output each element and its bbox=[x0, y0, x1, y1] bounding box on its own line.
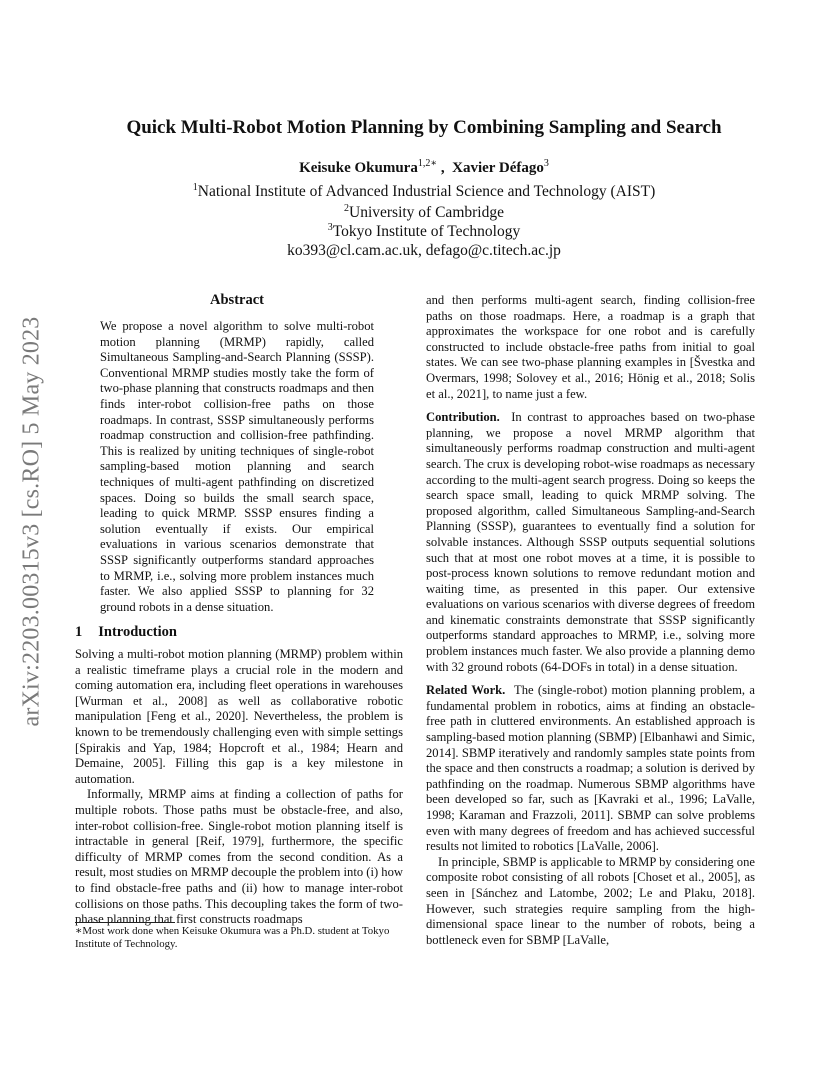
affiliation bbox=[60, 203, 788, 222]
footnote-rule bbox=[75, 922, 175, 923]
contribution-paragraph bbox=[426, 410, 755, 675]
abstract-text: We propose a novel algorithm to solve multi-robot motion planning (MRMP) rapidly, called Simultaneous Sampling-and-Search Planning (SSSP). Conventional MRMP studies mostly take the form of two-phase planning that constructs roadmaps and then finds inter-robot collision-free paths on those roadmaps. In contrast, SSSP simultaneously performs roadmap construction and collision-free pathfinding. This is realized by uniting techniques of single-robot sampling-based motion planning and search techniques of multi-agent pathfinding on discretized spaces. Doing so builds the small search space, leading to quick MRMP. SSSP ensures finding a solution eventually if exists. Our empirical evaluations in various scenarios demonstrate that SSSP significantly outperforms standard approaches to MRMP, i.e., solving more problem instances much faster. We also applied SSSP to planning for 32 ground robots in a dense situation. bbox=[100, 319, 374, 614]
intro-column bbox=[75, 647, 403, 928]
paragraph-continuation: and then performs multi-agent search, finding collision-free paths on those roadmaps. Here, a roadmap is a graph that approximates the workspace for one robot and is carefully constructed to include obstacle-free paths from initial to goal states. We can see two-phase planning examples in [Švestka and Overmars, 1998; Solovey et al., 2016; Hönig et al., 2018; Solis et al., 2021], to name just a few. bbox=[426, 293, 755, 401]
section-number: 1 bbox=[75, 624, 83, 640]
author-list: Keisuke Okumura$^{1,2∗}$ , Xavier Défago$^3$ bbox=[299, 158, 549, 176]
author-emails bbox=[60, 242, 788, 260]
email-text: ko393@cl.cam.ac.uk, defago@c.titech.ac.jp bbox=[287, 242, 561, 259]
affiliation-text: Tokyo Institute of Technology bbox=[332, 223, 521, 241]
affiliation-mark: 1 bbox=[192, 182, 198, 193]
affiliation bbox=[60, 182, 788, 201]
arxiv-identifier: arXiv:2203.00315v3 [cs.RO] 5 May 2023 bbox=[18, 316, 45, 727]
paragraph: In principle, SBMP is applicable to MRMP by considering one composite robot consisting of all robots [Choset et al., 2005], as seen in [Sánchez and Latombe, 2002; Le and Plaku, 2018]. However, such strategies require sampling from the high-dimensional space linear to the number of robots, being a bottleneck even for SBMP [LaValle, bbox=[426, 854, 755, 947]
intro-paragraph: Solving a multi-robot motion planning (MRMP) problem within a realistic timeframe plays a crucial role in the modern and coming automation era, including fleet operations in warehouses [Wurman et al., 2008] as well as collaborative robotic manipulation [Feng et al., 2020]. Nevertheless, the problem is known to be tremendously challenging even with simple settings [Spirakis and Yap, 1984; Hopcroft et al., 1984; Hearn and Demaine, 2005]. Filling this gap is a key milestone in automation. bbox=[75, 647, 403, 786]
footnote: ∗Most work done when Keisuke Okumura was a Ph.D. student at Tokyo Institute of Technology. bbox=[75, 925, 390, 950]
paper-title: Quick Multi-Robot Motion Planning by Combining Sampling and Search bbox=[126, 117, 722, 138]
affiliation-text: University of Cambridge bbox=[349, 204, 504, 222]
paragraph-text: In contrast to approaches based on two-phase planning, we propose a novel MRMP algorithm that simultaneously performs roadmap construction and multi-agent search. The crux is developing robot-wise roadmaps as necessary according to the multi-agent search progress. Doing so keeps the search space small, leading to quick MRMP solving. The proposed algorithm, called Simultaneous Sampling-and-Search Planning (SSSP), guarantees to eventually find a solution for solvable instances. Although SSSP outputs sequential solutions such that at most one robot moves at a time, it is possible to post-process known solutions to remove redundant motion and waiting time, as presented in this paper. Our extensive evaluations on various scenarios with diverse degrees of freedom and kinematic constraints demonstrate that SSSP significantly outperforms standard approaches to MRMP, i.e., solving more problem instances much faster. We also provide a planning demo with 32 ground robots (64-DOFs in total) in a dense situation. bbox=[426, 410, 756, 674]
section-title-text: Introduction bbox=[98, 624, 177, 640]
right-column bbox=[426, 293, 755, 948]
paragraph-text: The (single-robot) motion planning problem, a fundamental problem in robotics, aims at finding an obstacle-free path in cluttered environments. An established approach is sampling-based motion planning (SBMP) [Elbanhawi and Simic, 2014]. SBMP iteratively and randomly samples state points from the space and then constructs a roadmap; a solution is derived by pathfinding on the roadmap. Numerous SBMP algorithms have been developed so far, such as [Kavraki et al., 1996; LaValle, 1998; Karaman and Frazzoli, 2011]. SBMP can solve problems even with many degrees of freedom and has achieved successful results not limited to robotics [LaValle, 2006]. bbox=[426, 683, 755, 854]
abstract-heading: Abstract bbox=[210, 292, 264, 308]
affiliation-text: National Institute of Advanced Industrial Science and Technology (AIST) bbox=[197, 183, 656, 201]
author-name: Keisuke Okumura bbox=[299, 160, 418, 176]
affiliation bbox=[60, 222, 788, 241]
paragraph-heading: Related Work. bbox=[426, 683, 506, 698]
paragraph-heading: Contribution. bbox=[426, 410, 500, 425]
author-affiliation-mark: 1,2∗ bbox=[417, 158, 438, 169]
affiliation-mark: 2 bbox=[344, 203, 349, 214]
section-heading-introduction bbox=[75, 624, 193, 641]
related-work-paragraph bbox=[426, 683, 755, 855]
abstract-body bbox=[100, 319, 374, 615]
affiliation-mark: 3 bbox=[327, 222, 333, 233]
intro-paragraph: Informally, MRMP aims at finding a collection of paths for multiple robots. Those paths must be obstacle-free, and also, inter-robot collision-free. Single-robot motion planning itself is intractable in general [Reif, 1979], furthermore, the specific difficulty of MRMP comes from the second condition. As a result, most studies on MRMP decouple the problem into (i) how to find obstacle-free paths and (ii) how to manage inter-robot collisions on those paths. This decoupling takes the form of two-phase planning that first constructs roadmaps bbox=[75, 787, 403, 927]
author-affiliation-mark: 3 bbox=[543, 158, 549, 169]
author-name: Xavier Défago bbox=[452, 160, 544, 176]
